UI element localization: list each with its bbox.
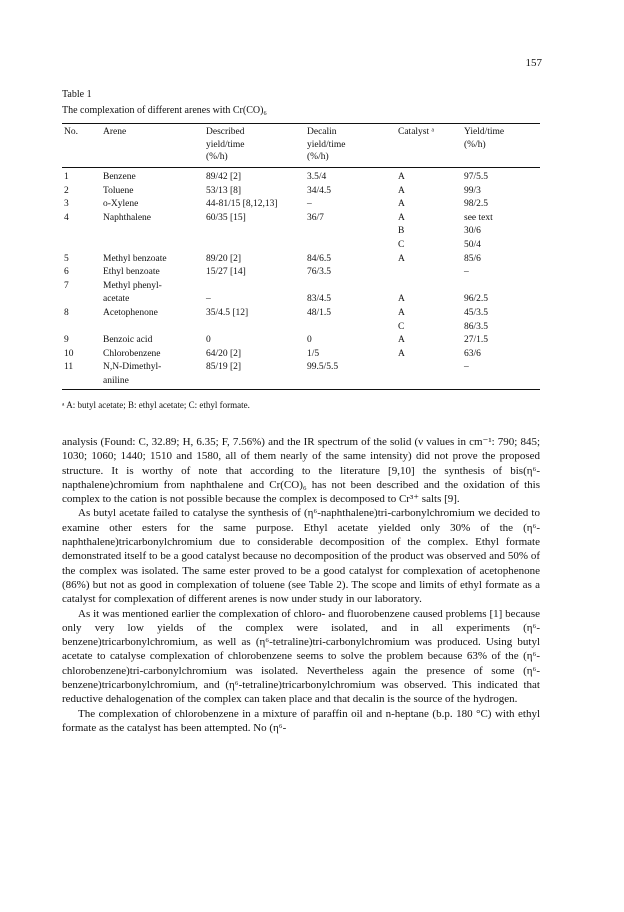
table-cell-arene: N,N-Dimethyl- bbox=[103, 362, 162, 373]
table-cell-arene: Methyl phenyl- bbox=[103, 280, 162, 291]
table-caption: The complexation of different arenes with Cr(CO)₆ bbox=[62, 105, 267, 116]
header-yield: Yield/time (%/h) bbox=[464, 127, 505, 150]
table-cell-arene: Methyl benzoate bbox=[103, 253, 167, 264]
table-footnote: ᵃ A: butyl acetate; B: ethyl acetate; C: ethyl formate. bbox=[62, 400, 250, 410]
paragraph: As butyl acetate failed to catalyse the synthesis of (η⁶-naphthalene)tri-carbonylchromium we decided to examine other esters for the same purpose. Ethyl acetate yielded only 30% of the (η⁶-naphthalene)tricarbonylchromium due to considerable decomposition of the complex. Ethyl formate demonstrated itself to be a good catalyst because no decomposition of the product was observed and 50% of the complex was isolated. The same ester proved to be a good catalyst for complexation of acetophenone (86%) but not as good in complexation of toluene (see Table 2). The scope and limits of ethyl formate as a catalyst for complexation of different arenes is now under study in our laboratory. bbox=[62, 507, 540, 606]
table-cell-no: 5 bbox=[64, 253, 69, 264]
table-cell-dec: 3.5/4 bbox=[307, 172, 327, 182]
table-cell-yld: – bbox=[464, 362, 469, 373]
header-catalyst: Catalyst ᵃ bbox=[398, 127, 435, 137]
table-cell-cat: C bbox=[398, 240, 405, 250]
table-cell-yld: 97/5.5 bbox=[464, 172, 489, 182]
table-cell-dec: 83/4.5 bbox=[307, 294, 332, 305]
table-cell-dec: 36/7 bbox=[307, 212, 324, 223]
table-cell-no: 11 bbox=[64, 362, 74, 373]
table-cell-no: 1 bbox=[64, 172, 69, 182]
table-cell-desc: 89/20 [2] bbox=[206, 253, 242, 264]
table-cell-yld: – bbox=[464, 267, 469, 278]
table-cell-desc: 44-81/15 [8,12,13] bbox=[206, 199, 278, 210]
table-cell-no: 3 bbox=[64, 199, 69, 210]
table-cell-no: 8 bbox=[64, 308, 69, 318]
table-top-rule bbox=[62, 123, 540, 124]
table-cell-desc: – bbox=[206, 294, 211, 305]
table-cell-yld: 50/4 bbox=[464, 240, 481, 250]
table-cell-cat: B bbox=[398, 226, 405, 237]
table-header-rule bbox=[62, 167, 540, 168]
table-cell-desc: 64/20 [2] bbox=[206, 348, 242, 359]
table-cell-no: 9 bbox=[64, 335, 69, 346]
table-cell-cat: A bbox=[398, 185, 405, 196]
table-cell-dec: 84/6.5 bbox=[307, 253, 332, 264]
header-arene: Arene bbox=[103, 127, 127, 137]
table-cell-arene: Benzene bbox=[103, 172, 136, 182]
table-cell-yld: 27/1.5 bbox=[464, 335, 489, 346]
table-cell-arene: aniline bbox=[103, 376, 129, 386]
table-cell-dec: 1/5 bbox=[307, 348, 320, 359]
header-decalin: Decalin yield/time (%/h) bbox=[307, 127, 346, 162]
table-cell-dec: 48/1.5 bbox=[307, 308, 332, 318]
table-cell-arene: Naphthalene bbox=[103, 212, 152, 223]
table-cell-yld: 30/6 bbox=[464, 226, 481, 237]
table-cell-cat: A bbox=[398, 308, 405, 318]
table-bottom-rule bbox=[62, 389, 540, 390]
table-cell-no: 6 bbox=[64, 267, 69, 278]
table-cell-no: 10 bbox=[64, 348, 74, 359]
table-cell-yld: 99/3 bbox=[464, 185, 481, 196]
table-cell-arene: Acetophenone bbox=[103, 308, 158, 318]
table-cell-dec: – bbox=[307, 199, 312, 210]
header-no: No. bbox=[64, 127, 78, 137]
table-cell-yld: 98/2.5 bbox=[464, 199, 489, 210]
table-cell-arene: Benzoic acid bbox=[103, 335, 153, 346]
table-cell-cat: A bbox=[398, 199, 405, 210]
table-cell-desc: 60/35 [15] bbox=[206, 212, 246, 223]
table-cell-no: 4 bbox=[64, 212, 69, 223]
table-cell-cat: A bbox=[398, 172, 405, 182]
table-cell-no: 7 bbox=[64, 280, 69, 291]
table-cell-desc: 53/13 [8] bbox=[206, 185, 242, 196]
body-text bbox=[62, 435, 540, 735]
table-cell-desc: 35/4.5 [12] bbox=[206, 308, 249, 318]
table-cell-yld: see text bbox=[464, 212, 493, 223]
table-cell-desc: 89/42 [2] bbox=[206, 172, 242, 182]
table-cell-dec: 0 bbox=[307, 335, 312, 346]
table-cell-yld: 63/6 bbox=[464, 348, 481, 359]
table-cell-arene: Toluene bbox=[103, 185, 134, 196]
table-cell-yld: 96/2.5 bbox=[464, 294, 489, 305]
table-cell-desc: 0 bbox=[206, 335, 211, 346]
table-cell-cat: C bbox=[398, 321, 405, 332]
table-cell-cat: A bbox=[398, 253, 405, 264]
table-cell-no: 2 bbox=[64, 185, 69, 196]
table-cell-dec: 99.5/5.5 bbox=[307, 362, 339, 373]
table-cell-dec: 34/4.5 bbox=[307, 185, 332, 196]
table-label: Table 1 bbox=[62, 89, 92, 100]
table-cell-cat: A bbox=[398, 348, 405, 359]
table-cell-yld: 86/3.5 bbox=[464, 321, 489, 332]
table-cell-cat: A bbox=[398, 212, 405, 223]
table-cell-yld: 45/3.5 bbox=[464, 308, 489, 318]
table-cell-desc: 15/27 [14] bbox=[206, 267, 246, 278]
paragraph: The complexation of chlorobenzene in a mixture of paraffin oil and n-heptane (b.p. 180 °C) with ethyl formate as the catalyst has been attempted. No (η⁶- bbox=[62, 707, 540, 734]
page-number: 157 bbox=[525, 57, 542, 69]
table-cell-desc: 85/19 [2] bbox=[206, 362, 242, 373]
table-cell-dec: 76/3.5 bbox=[307, 267, 332, 278]
table-cell-arene: o-Xylene bbox=[103, 199, 139, 210]
table-cell-cat: A bbox=[398, 294, 405, 305]
table-cell-arene: Chlorobenzene bbox=[103, 348, 161, 359]
paragraph: As it was mentioned earlier the complexation of chloro- and fluorobenzene caused problems [1] because only very low yields of the complex were isolated, and in all experiments (η⁶-benzene)tricarbonylchromium, as well as (η⁶-tetraline)tri-carbonylchromium was produced. Using butyl acetate to catalyse complexation of chlorobenzene seems to solve the problem because 63% of the (η⁶-chlorobenzene)tri-carbonylchromium was isolated. Nevertheless again the presence of some (η⁶-benzene)tricarbonylchromium, and (η⁶-tetraline)tricarbonylchromium was observed. This indicated that reductive dehalogenation of the complex can taken place and that decalin is the source of the hydrogen. bbox=[62, 607, 540, 706]
table-cell-arene: Ethyl benzoate bbox=[103, 267, 160, 278]
table-cell-yld: 85/6 bbox=[464, 253, 481, 264]
paragraph: analysis (Found: C, 32.89; H, 6.35; F, 7.56%) and the IR spectrum of the solid (ν values in cm⁻¹: 790; 845; 1030; 1060; 1440; 1510 and 1580, all of them nearly of the same intensity) did not prove the proposed structure. It is worthy of note that according to the literature [9,10] the synthesis of bis(η⁶-napthalene)chromium from naphthalene and Cr(CO)₆ has not been described and the oxidation of this complex to the cation is not possible because the complex is decomposed to Cr³⁺ salts [9]. bbox=[62, 436, 540, 506]
table-cell-cat: A bbox=[398, 335, 405, 346]
table-cell-arene: acetate bbox=[103, 294, 130, 305]
header-described: Described yield/time (%/h) bbox=[206, 127, 245, 162]
